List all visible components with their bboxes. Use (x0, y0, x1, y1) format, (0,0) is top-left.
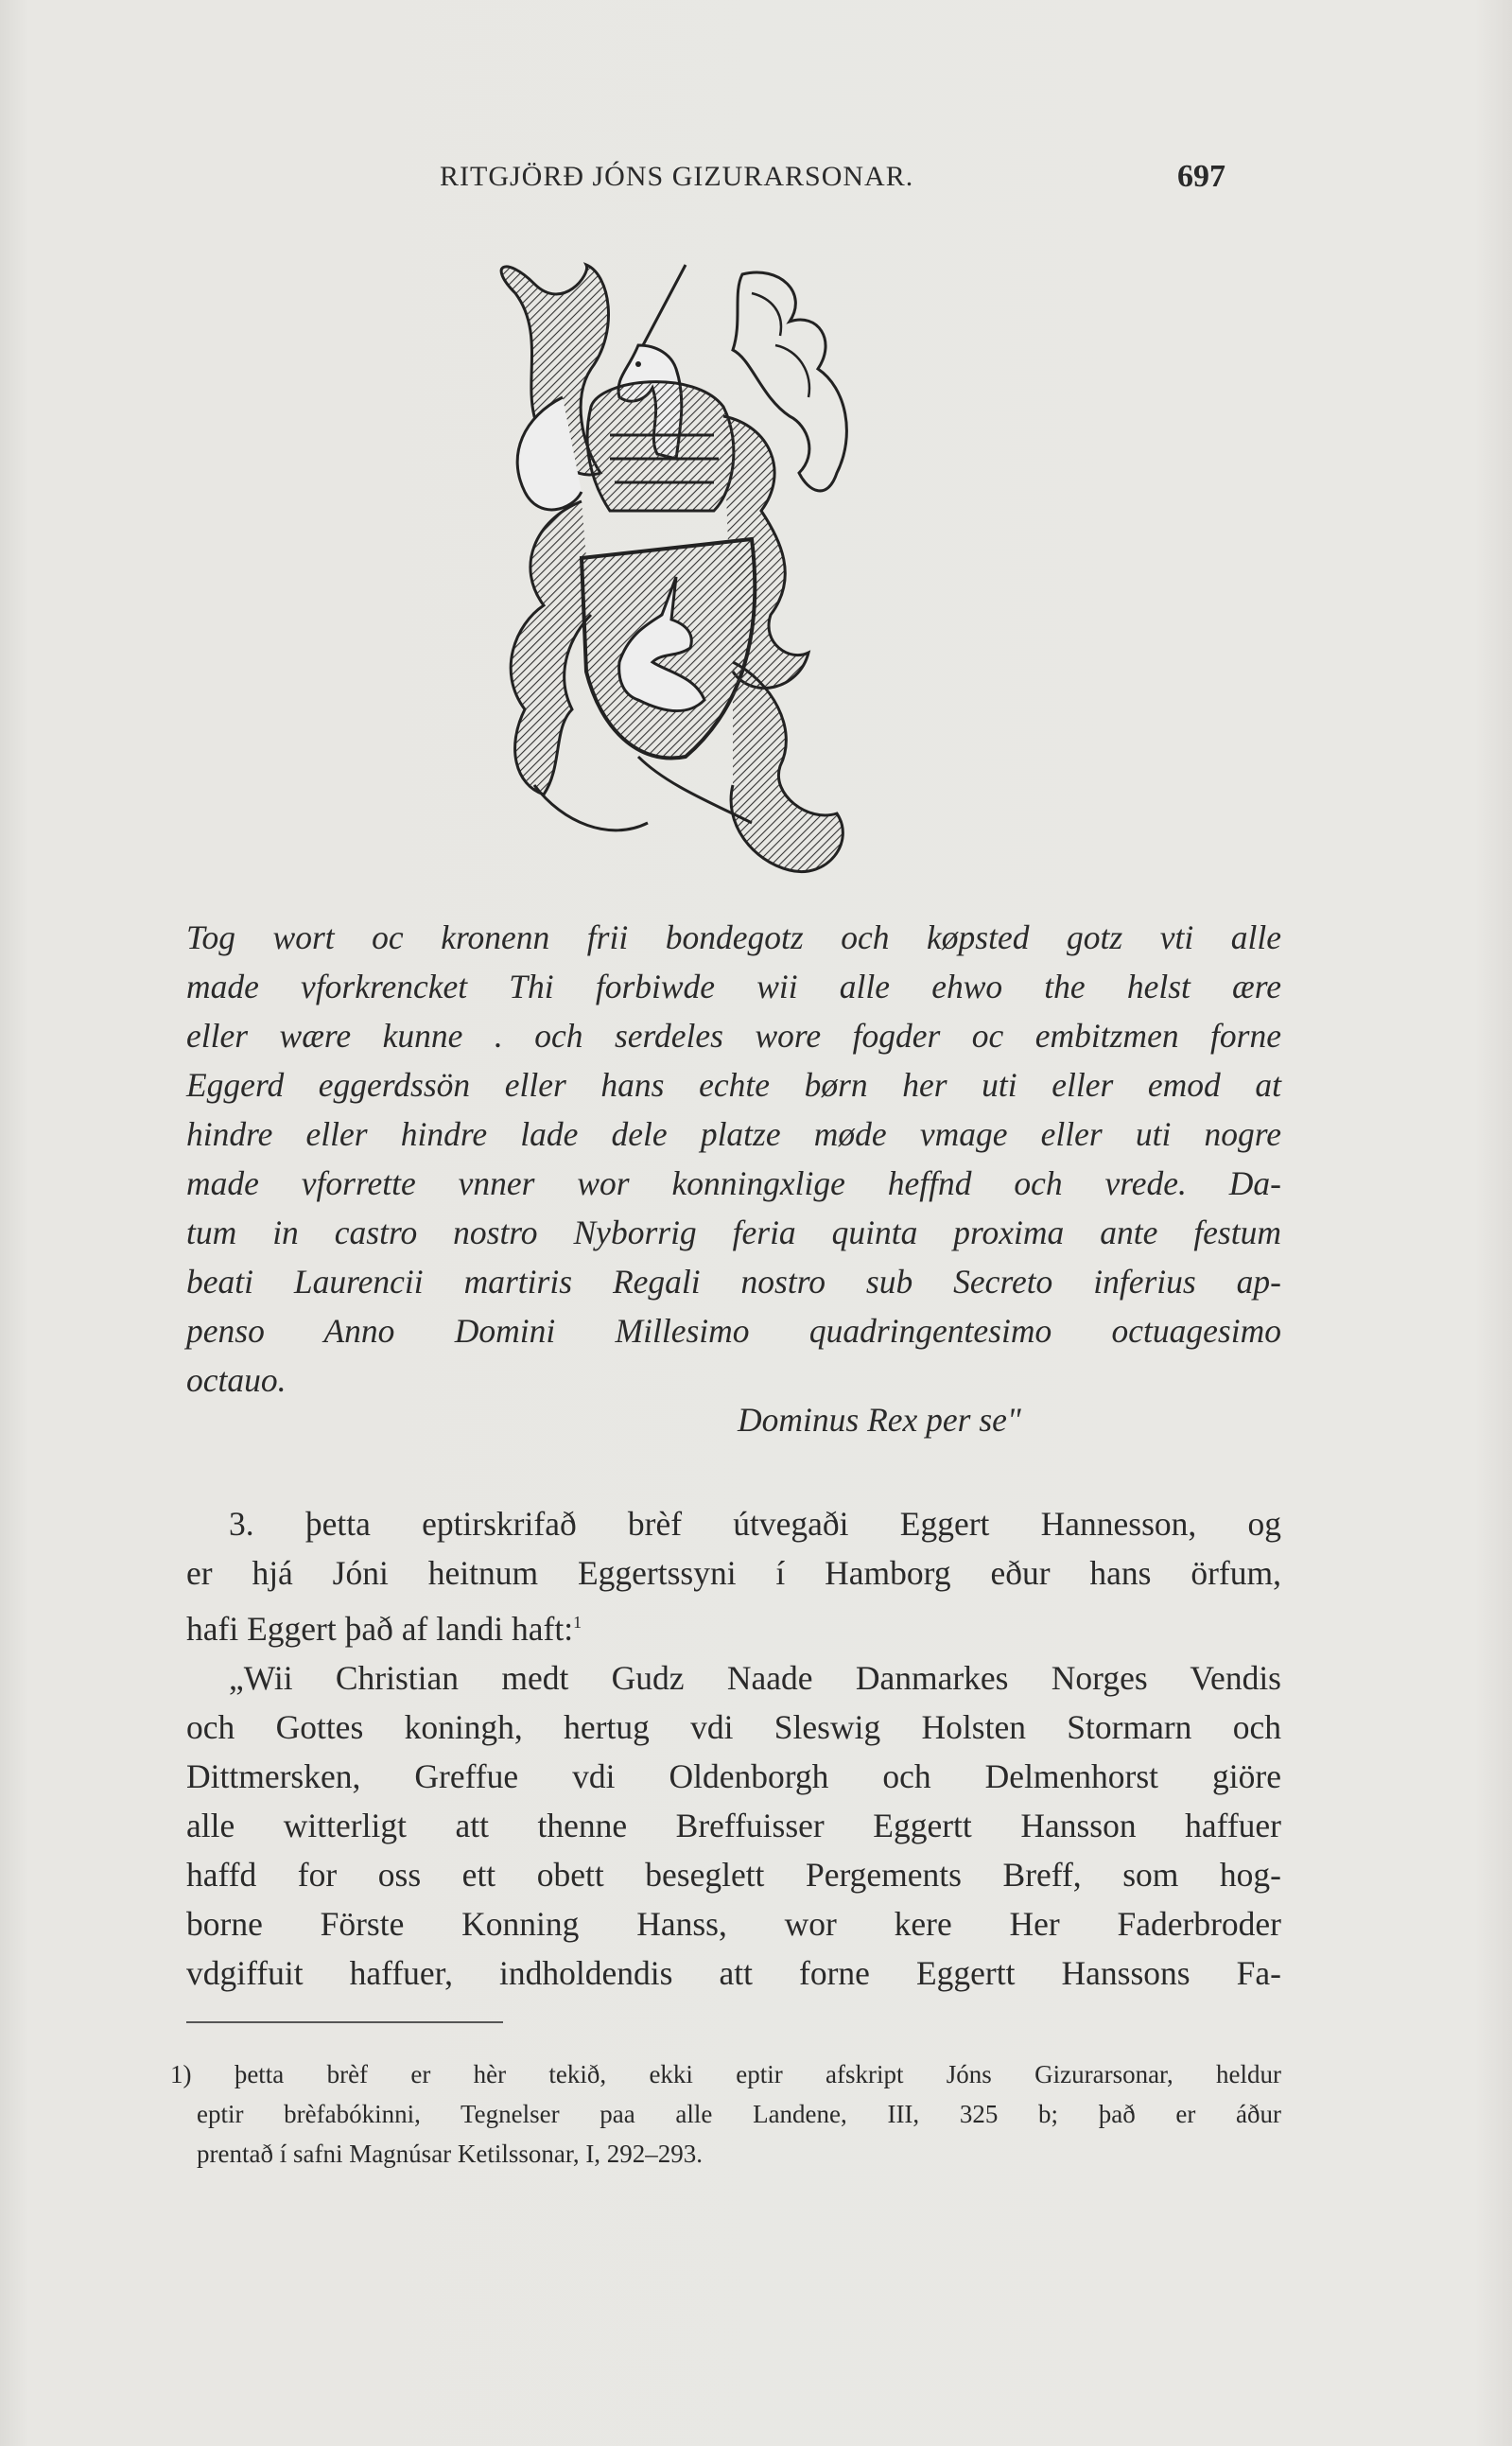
footnote (170, 2054, 1281, 2174)
page-header (0, 161, 1512, 208)
footnote-mark: 1) (170, 2060, 192, 2088)
text-line: borne Förste Konning Hanss, wor kere Her Faderbroder (186, 1904, 1281, 1943)
page-number: 697 (1177, 159, 1225, 194)
footnote-line: prentað í safni Magnúsar Ketilssonar, I, 292–293. (197, 2140, 704, 2168)
text-line: penso Anno Domini Millesimo quadringentesimo octuagesimo (186, 1312, 1281, 1350)
footnote-line-text: þetta brèf er hèr tekið, ekki eptir afskript Jóns Gizurarsonar, heldur (234, 2060, 1281, 2088)
text-line: Dittmersken, Greffue vdi Oldenborgh och Delmenhorst giöre (186, 1756, 1281, 1795)
signature-line: Dominus Rex per se" (738, 1401, 1021, 1439)
text-line: Eggerd eggerdssön eller hans echte børn her uti eller emod at (186, 1066, 1281, 1104)
footnote-divider (186, 2021, 503, 2023)
text-line: beati Laurencii martiris Regali nostro sub Secreto inferius ap- (186, 1263, 1281, 1301)
coat-of-arms-illustration (449, 255, 988, 899)
text-line: Tog wort oc kronenn frii bondegotz och køpsted gotz vti alle (186, 918, 1281, 956)
text-line: vdgiffuit haffuer, indholdendis att forne Eggertt Hanssons Fa- (186, 1953, 1281, 1992)
running-title: RITGJÖRÐ JÓNS GIZURARSONAR. (440, 161, 914, 192)
footnote-reference: 1 (573, 1613, 582, 1632)
text-line: made vforrette vnner wor konningxlige heffnd och vrede. Da- (186, 1164, 1281, 1202)
text-line: haffd for oss ett obett beseglett Pergements Breff, som hog- (186, 1855, 1281, 1894)
text-line (186, 1598, 1281, 1653)
text-line: octauo. (186, 1361, 287, 1399)
paragraph-3 (186, 1499, 1281, 1998)
text-line: alle witterligt att thenne Breffuisser Eggertt Hansson haffuer (186, 1806, 1281, 1844)
latin-charter-text (186, 913, 1281, 1405)
text-line: eller wære kunne . och serdeles wore fogder oc embitzmen forne (186, 1017, 1281, 1055)
footnote-line (170, 2054, 1281, 2094)
text-line: 3. þetta eptirskrifað brèf útvegaði Eggert Hannesson, og (229, 1505, 1281, 1543)
text-line-content: hafi Eggert það af landi haft: (186, 1609, 574, 1648)
text-line: made vforkrencket Thi forbiwde wii alle ehwo the helst ære (186, 968, 1281, 1005)
footnote-line: eptir brèfabókinni, Tegnelser paa alle Landene, III, 325 b; það er áður (197, 2100, 1281, 2128)
text-line: er hjá Jóni heitnum Eggertssyni í Hamborg eður hans örfum, (186, 1554, 1281, 1592)
text-line: tum in castro nostro Nyborrig feria quinta proxima ante festum (186, 1214, 1281, 1251)
text-line: hindre eller hindre lade dele platze møde vmage eller uti nogre (186, 1115, 1281, 1153)
text-line: „Wii Christian medt Gudz Naade Danmarkes Norges Vendis (229, 1658, 1281, 1697)
text-line: och Gottes koningh, hertug vdi Sleswig Holsten Stormarn och (186, 1707, 1281, 1746)
